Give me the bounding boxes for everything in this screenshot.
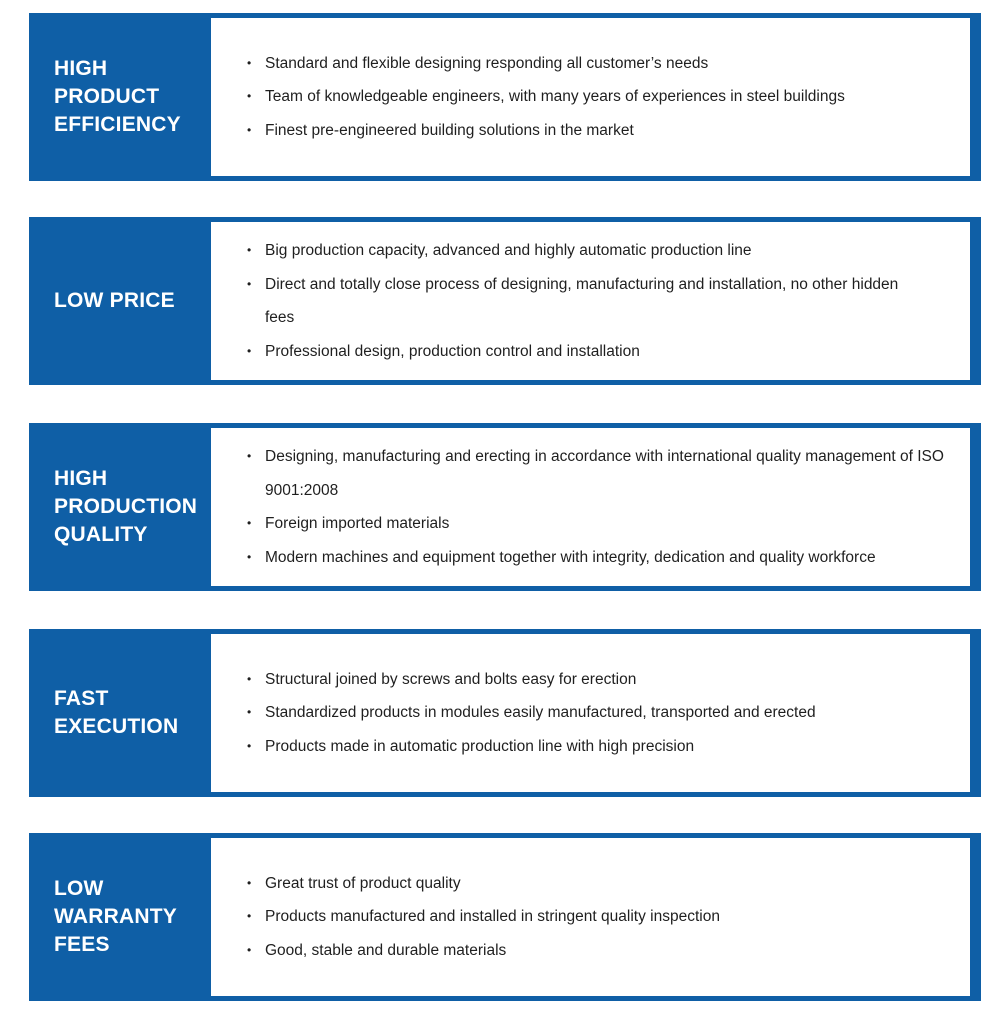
- section-card-low-price: [29, 217, 981, 385]
- bullet-item: • Products made in automatic production line with high precision: [247, 730, 970, 764]
- section-title: HIGH PRODUCT EFFICIENCY: [54, 57, 181, 136]
- section-card-high-product-efficiency: [29, 13, 981, 181]
- section-title: LOW WARRANTY FEES: [54, 877, 177, 956]
- bullet-item: • Products manufactured and installed in stringent quality inspection: [247, 900, 970, 934]
- bullet-item: • Direct and totally close process of designing, manufacturing and installation, no other hidden fees: [247, 268, 910, 335]
- bullet-item: • Good, stable and durable materials: [247, 934, 970, 968]
- bullet-item: • Foreign imported materials: [247, 507, 962, 541]
- bullet-item: • Professional design, production control and installation: [247, 335, 910, 369]
- bullet-item: • Standard and flexible designing responding all customer’s needs: [247, 47, 970, 81]
- bullet-item: • Structural joined by screws and bolts easy for erection: [247, 663, 970, 697]
- bullet-item: • Team of knowledgeable engineers, with many years of experiences in steel buildings: [247, 80, 970, 114]
- section-content: [211, 838, 970, 996]
- section-content: [211, 18, 970, 176]
- section-label: [29, 13, 211, 181]
- bullet-list: [211, 234, 970, 368]
- section-card-high-production-quality: [29, 423, 981, 591]
- section-label: [29, 423, 211, 591]
- section-title: FAST EXECUTION: [54, 687, 179, 738]
- section-title: LOW PRICE: [54, 289, 175, 312]
- section-content: [211, 634, 970, 792]
- section-label: [29, 629, 211, 797]
- bullet-list: [211, 867, 970, 968]
- bullet-item: • Standardized products in modules easily manufactured, transported and erected: [247, 696, 970, 730]
- bullet-item: • Finest pre-engineered building solutions in the market: [247, 114, 970, 148]
- bullet-item: • Big production capacity, advanced and highly automatic production line: [247, 234, 910, 268]
- bullet-item: • Great trust of product quality: [247, 867, 970, 901]
- section-label: [29, 217, 211, 385]
- section-card-low-warranty-fees: [29, 833, 981, 1001]
- section-content: [211, 222, 970, 380]
- bullet-list: [211, 440, 970, 574]
- section-title: HIGH PRODUCTION QUALITY: [54, 467, 198, 546]
- section-content: [211, 428, 970, 586]
- bullet-item: • Designing, manufacturing and erecting in accordance with international quality management of ISO 9001:2008: [247, 440, 962, 507]
- bullet-list: [211, 47, 970, 148]
- section-label: [29, 833, 211, 1001]
- bullet-item: • Modern machines and equipment together with integrity, dedication and quality workforce: [247, 541, 962, 575]
- bullet-list: [211, 663, 970, 764]
- section-card-fast-execution: [29, 629, 981, 797]
